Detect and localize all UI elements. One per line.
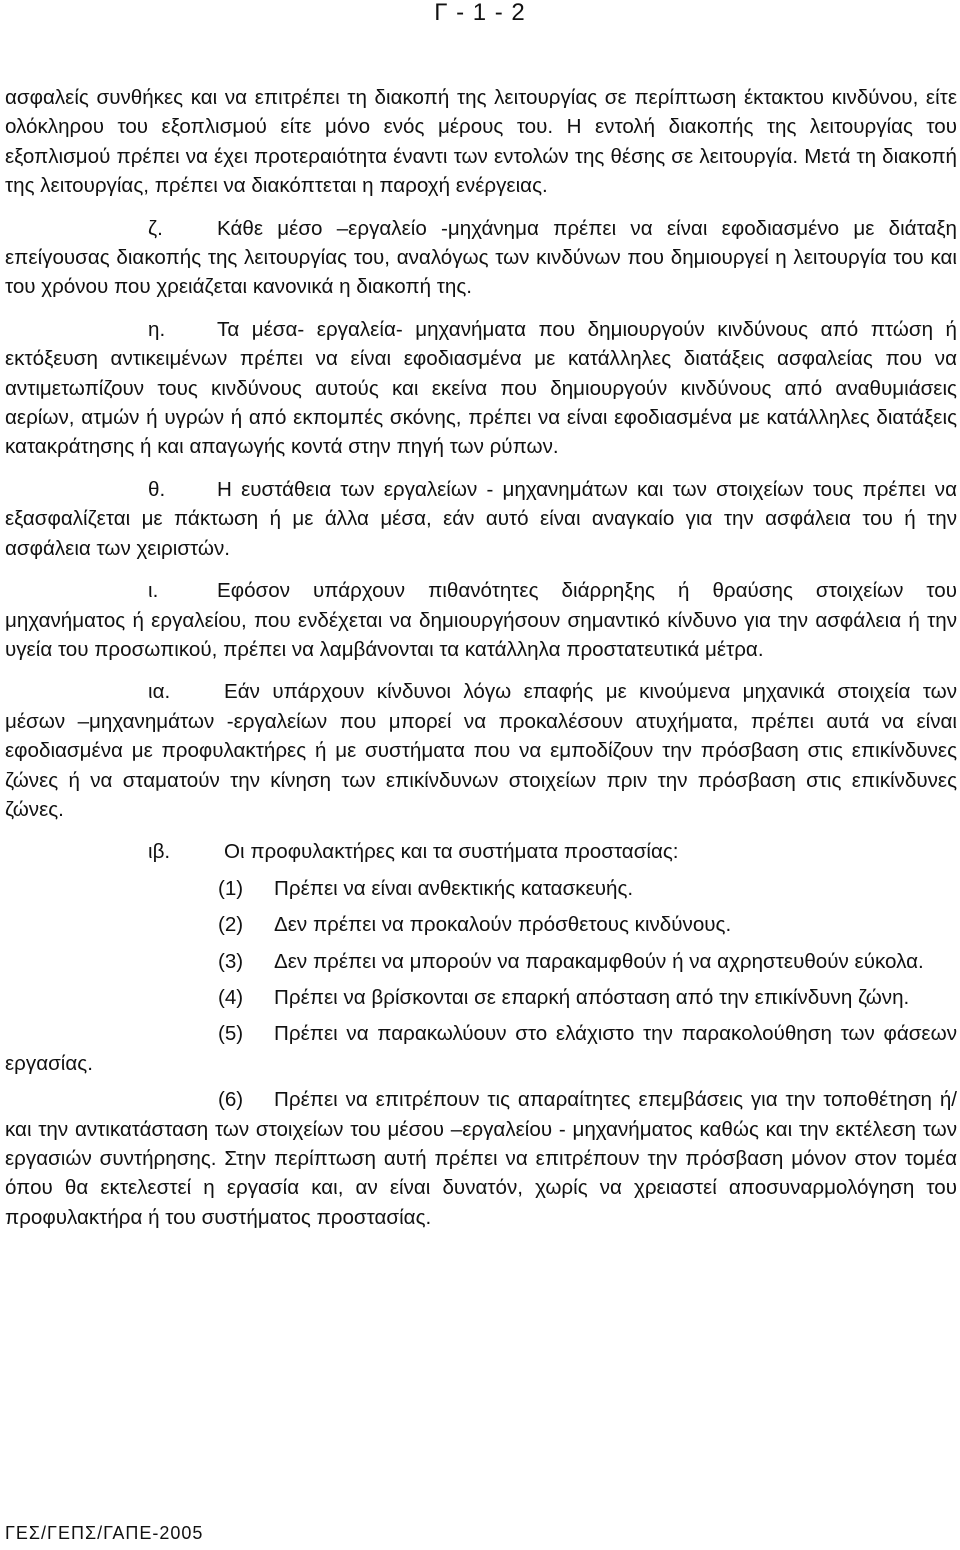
list-item-theta [5, 475, 957, 563]
list-item-zeta [5, 214, 957, 302]
item-text: Η ευστάθεια των εργαλείων - μηχανημάτων και των στοιχείων τους πρέπει να εξασφαλίζεται με πάκτωση ή με άλλα μέσα, εάν αυτό είναι αναγκαίο για την ασφάλεια του ή την ασφάλεια των χειριστών. [5, 477, 957, 560]
item-marker: ι. [148, 579, 159, 603]
list-item-iota [5, 576, 957, 664]
item-text: Κάθε μέσο –εργαλείο -μηχάνημα πρέπει να είναι εφοδιασμένο με διάταξη επείγουσας διακοπής της λειτουργίας του, αναλόγως των κινδύνων που δημιουργεί η λειτουργία του και του χρόνου που χρειάζεται κανονικά η διακοπή της. [5, 216, 957, 299]
subitem-1 [5, 874, 957, 903]
subitem-text: Δεν πρέπει να μπορούν να παρακαμφθούν ή να αχρηστευθούν εύκολα. [274, 949, 924, 973]
item-text: Εάν υπάρχουν κίνδυνοι λόγω επαφής με κινούμενα μηχανικά στοιχεία των μέσων –μηχανημάτων -εργαλείων που μπορεί να προκαλέσουν ατυχήματα, πρέπει αυτά να είναι εφοδιασμένα με προφυλακτήρες ή με συστήματα που να εμποδίζουν την πρόσβαση στις επικίνδυνες ζώνες ή να σταματούν την κίνηση των επικίνδυνων στοιχείων πριν την πρόσβαση στις επικίνδυνες ζώνες. [5, 680, 957, 821]
subitem-text: Δεν πρέπει να προκαλούν πρόσθετους κινδύνους. [274, 913, 732, 937]
subitem-text: Πρέπει να βρίσκονται σε επαρκή απόσταση από την επικίνδυνη ζώνη. [274, 985, 910, 1009]
subitem-marker: (5) [218, 1022, 244, 1046]
footer-document-code: ΓΕΣ/ΓΕΠΣ/ΓΑΠΕ-2005 [5, 1523, 204, 1543]
subitem-marker: (2) [218, 913, 244, 937]
item-marker: θ. [148, 477, 166, 501]
item-text: Τα μέσα- εργαλεία- μηχανήματα που δημιουργούν κινδύνους από πτώση ή εκτόξευση αντικειμένων πρέπει να είναι εφοδιασμένα με κατάλληλες διατάξεις ασφαλείας που να αντιμετωπίζουν τους κινδύνους αυτούς και εκείνα που δημιουργούν κινδύνους από αναθυμιάσεις αερίων, ατμών ή υγρών ή από εκπομπές σκόνης, πρέπει να είναι εφοδιασμένα με κατάλληλες διατάξεις κατακράτησης ή και απαγωγής κοντά στην πηγή των ρύπων. [5, 317, 957, 459]
item-marker: η. [148, 317, 166, 341]
item-marker: ιβ. [148, 840, 171, 864]
subitem-marker: (6) [218, 1088, 244, 1112]
subitem-5 [5, 1019, 957, 1078]
subitem-2 [5, 910, 957, 939]
item-text: Εφόσον υπάρχουν πιθανότητες διάρρηξης ή θραύσης στοιχείων του μηχανήματος ή εργαλείου, που ενδέχεται να δημιουργήσουν σημαντικό κίνδυνο για την ασφάλεια ή την υγεία του προσωπικού, πρέπει να λαμβάνονται τα κατάλληλα προστατευτικά μέτρα. [5, 579, 957, 661]
subitem-3 [5, 947, 957, 976]
list-item-iota-alpha [5, 677, 957, 824]
page-number: Γ - 1 - 2 [434, 0, 526, 26]
subitem-text: Πρέπει να παρακωλύουν στο ελάχιστο την παρακολούθηση των φάσεων εργασίας. [5, 1022, 957, 1075]
subitem-marker: (3) [218, 949, 244, 973]
subitem-text: Πρέπει να είναι ανθεκτικής κατασκευής. [274, 876, 634, 900]
subitem-6 [5, 1085, 957, 1232]
subitem-marker: (4) [218, 985, 244, 1009]
item-text: Οι προφυλακτήρες και τα συστήματα προστασίας: [224, 840, 679, 864]
item-marker: ζ. [148, 216, 163, 240]
subitem-marker: (1) [218, 876, 244, 900]
list-item-eta [5, 315, 957, 462]
subitem-text: Πρέπει να επιτρέπουν τις απαραίτητες επεμβάσεις για την τοποθέτηση ή/και την αντικατάσταση των στοιχείων του μέσου –εργαλείου - μηχανήματος καθώς και την εκτέλεση των εργασιών συντήρησης. Στην περίπτωση αυτή πρέπει να επιτρέπουν την πρόσβαση μόνον στον τομέα όπου θα εκτελεστεί η εργασία και, αν είναι δυνατόν, χωρίς να χρειαστεί αποσυναρμολόγηση του προφυλακτήρα ή του συστήματος προστασίας. [5, 1088, 957, 1229]
document-body [5, 83, 957, 1232]
item-marker: ια. [148, 680, 171, 704]
intro-paragraph: ασφαλείς συνθήκες και να επιτρέπει τη διακοπή της λειτουργίας σε περίπτωση έκτακτου κινδύνου, είτε ολόκληρου του εξοπλισμού είτε μόνο ενός μέρους του. Η εντολή διακοπής της λειτουργίας του εξοπλισμού πρέπει να έχει προτεραιότητα έναντι των εντολών της θέσης σε λειτουργία. Μετά τη διακοπή της λειτουργίας, πρέπει να διακόπτεται η παροχή ενέργειας. [5, 86, 957, 198]
subitem-4 [5, 983, 957, 1012]
list-item-iota-beta [5, 837, 957, 866]
